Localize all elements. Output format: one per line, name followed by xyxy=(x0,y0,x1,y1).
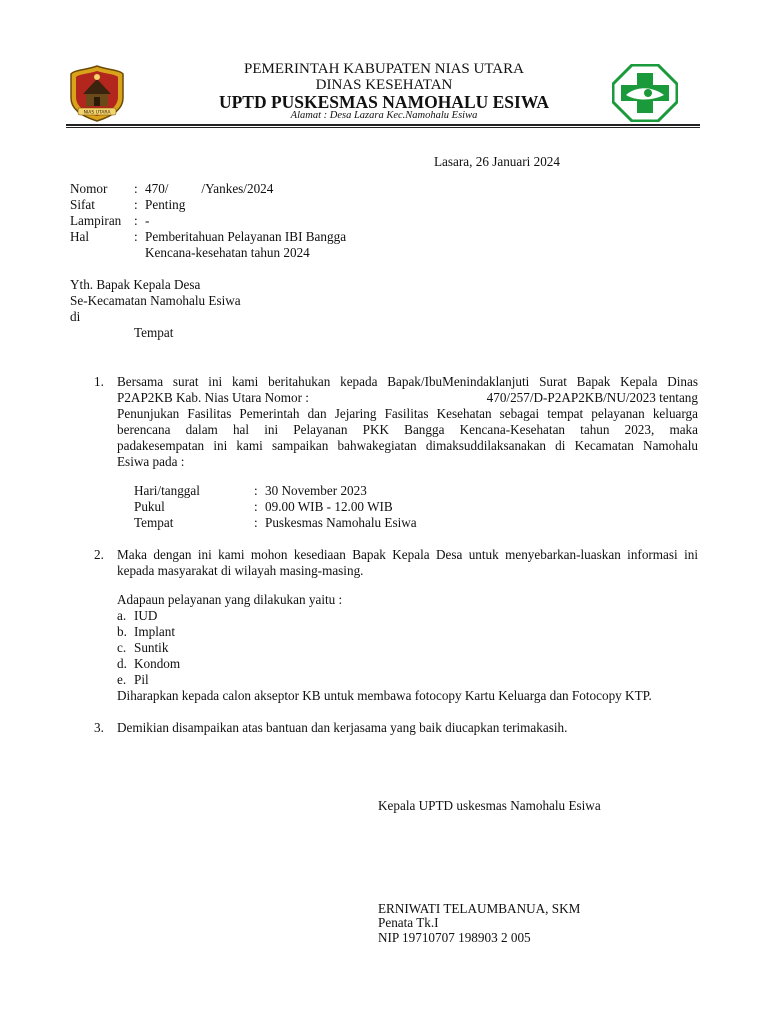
signature-title: Kepala UPTD uskesmas Namohalu Esiwa xyxy=(378,798,601,813)
letterhead-institution: UPTD PUSKESMAS NAMOHALU ESIWA xyxy=(218,92,550,112)
letterhead-department: DINAS KESEHATAN xyxy=(315,77,453,93)
meta-label: Sifat xyxy=(70,197,95,212)
meta-label: Lampiran xyxy=(70,213,122,228)
point-2-line: kepada masyarakat di wilayah masing-masing. xyxy=(117,563,364,578)
point-1-line-left: P2AP2KB Kab. Nias Utara Nomor : xyxy=(117,390,309,405)
point-2-text xyxy=(117,547,698,579)
list-marker: a. xyxy=(117,608,127,623)
schedule-label: Hari/tanggal xyxy=(134,483,200,498)
point-1-line: berencana dalam hal ini Pelayanan PKK Bangga Kencana-Kesehatan tahun 2023, maka xyxy=(117,422,698,437)
emblem-ribbon-text: NIAS UTARA xyxy=(83,110,111,116)
services-intro: Adapaun pelayanan yang dilakukan yaitu : xyxy=(117,592,343,607)
list-text: Kondom xyxy=(134,656,181,671)
list-marker: e. xyxy=(117,672,127,687)
meta-separator: : xyxy=(134,213,138,228)
recipient-line-3: di xyxy=(70,309,81,324)
point-number: 2. xyxy=(94,547,104,562)
point-2-line: Maka dengan ini kami mohon kesediaan Bapak Kepala Desa untuk menyebarkan-luaskan informasi ini xyxy=(117,547,698,562)
meta-value: Pemberitahuan Pelayanan IBI Bangga xyxy=(145,229,347,244)
point-number: 3. xyxy=(94,720,104,735)
signature-rank: Penata Tk.I xyxy=(378,915,439,930)
point-3-text: Demikian disampaikan atas bantuan dan kerjasama yang baik diucapkan terimakasih. xyxy=(117,720,568,735)
meta-value-continued: Kencana-kesehatan tahun 2024 xyxy=(145,245,310,260)
schedule-label: Pukul xyxy=(134,499,165,514)
point-1-line: Penunjukan Fasilitas Pemerintah dan Jejaring Fasilitas Kesehatan sebagai tempat pelayanan keluarga xyxy=(117,406,698,421)
meta-separator: : xyxy=(134,181,138,196)
point-1-line-right: 470/257/D-P2AP2KB/NU/2023 tentang xyxy=(486,390,698,405)
schedule-value: Puskesmas Namohalu Esiwa xyxy=(265,515,417,530)
schedule-value: 09.00 WIB - 12.00 WIB xyxy=(265,499,393,514)
meta-value: - xyxy=(145,213,150,228)
services-note: Diharapkan kepada calon akseptor KB untuk membawa fotocopy Kartu Keluarga dan Fotocopy KTP. xyxy=(117,688,652,703)
letterhead-divider xyxy=(66,124,700,126)
list-text: Implant xyxy=(134,624,176,639)
point-1-line-split xyxy=(117,390,698,406)
list-text: Suntik xyxy=(134,640,169,655)
schedule-value: 30 November 2023 xyxy=(265,483,367,498)
meta-separator: : xyxy=(134,197,138,212)
schedule-separator: : xyxy=(254,499,258,514)
letterhead-address: Alamat : Desa Lazara Kec.Namohalu Esiwa xyxy=(290,110,478,121)
list-marker: c. xyxy=(117,640,127,655)
recipient-line-2: Se-Kecamatan Namohalu Esiwa xyxy=(70,293,241,308)
list-marker: d. xyxy=(117,656,127,671)
list-marker: b. xyxy=(117,624,127,639)
schedule-separator: : xyxy=(254,483,258,498)
meta-label: Nomor xyxy=(70,181,108,196)
meta-value: Penting xyxy=(145,197,186,212)
meta-value: 470/ /Yankes/2024 xyxy=(145,181,274,196)
signature-nip: NIP 19710707 198903 2 005 xyxy=(378,930,531,945)
point-number: 1. xyxy=(94,374,104,389)
point-1-line: Bersama surat ini kami beritahukan kepada Bapak/IbuMenindaklanjuti Surat Bapak Kepala Dinas xyxy=(117,374,698,389)
recipient-line-4: Tempat xyxy=(134,325,174,340)
letter-date: Lasara, 26 Januari 2024 xyxy=(434,154,560,169)
meta-label: Hal xyxy=(70,229,90,244)
point-1-text xyxy=(117,374,698,470)
recipient-line-1: Yth. Bapak Kepala Desa xyxy=(70,277,201,292)
list-text: IUD xyxy=(134,608,158,623)
schedule-label: Tempat xyxy=(134,515,174,530)
list-text: Pil xyxy=(134,672,149,687)
schedule-separator: : xyxy=(254,515,258,530)
point-1-line: padakesempatan ini kami sampaikan bahwakegiatan dimaksuddilaksanakan di Kecamatan Namohalu xyxy=(117,438,698,453)
signature-name: ERNIWATI TELAUMBANUA, SKM xyxy=(378,901,581,916)
meta-separator: : xyxy=(134,229,138,244)
point-1-line: Esiwa pada : xyxy=(117,454,185,469)
letterhead-government: PEMERINTAH KABUPATEN NIAS UTARA xyxy=(244,61,524,77)
letterhead-divider-thin xyxy=(66,127,700,128)
